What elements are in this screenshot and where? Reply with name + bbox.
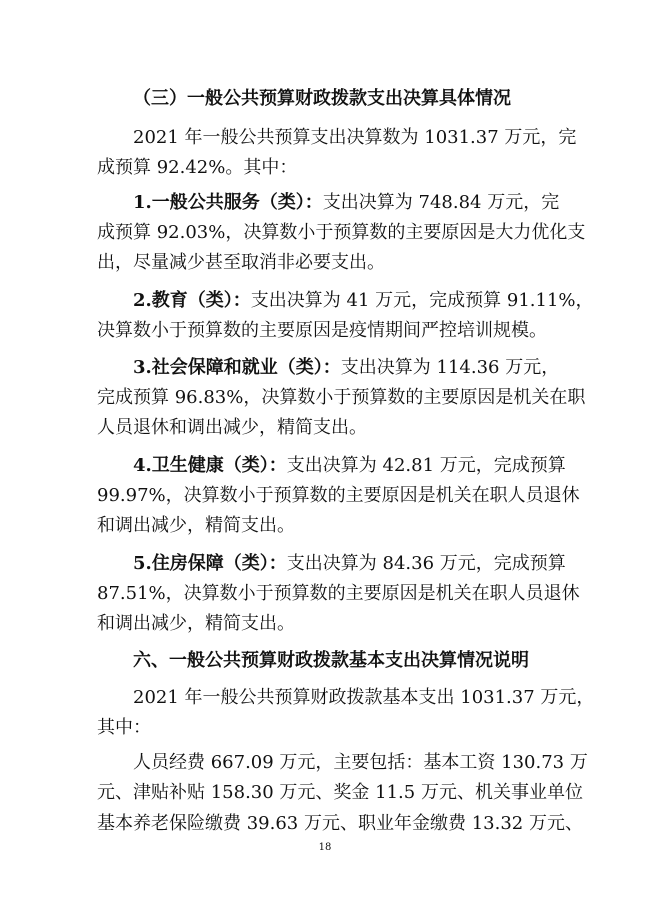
section-6-para-2-line-2: 元、津贴补贴 158.30 万元、奖金 11.5 万元、机关事业单位 — [97, 782, 583, 803]
section-6-heading: 六、一般公共预算财政拨款基本支出决算情况说明 — [133, 650, 529, 671]
item-4-title: 4.卫生健康（类）： — [133, 455, 287, 476]
item-5-line-2: 87.51%，决算数小于预算数的主要原因是机关在职人员退休 — [97, 583, 580, 604]
item-1-title: 1.一般公共服务（类）： — [133, 192, 323, 213]
item-1-line-2: 成预算 92.03%，决算数小于预算数的主要原因是大力优化支 — [97, 222, 586, 243]
item-1-text: 支出决算为 748.84 万元，完 — [322, 192, 560, 213]
item-2-text: 支出决算为 41 万元，完成预算 91.11%， — [250, 290, 594, 311]
summary-line-2: 成预算 92.42%。其中： — [97, 157, 298, 178]
item-2-line-1 — [133, 288, 594, 314]
item-3-line-2: 完成预算 96.83%，决算数小于预算数的主要原因是机关在职 — [97, 387, 586, 408]
item-1-line-1 — [133, 190, 559, 216]
section-heading: （三）一般公共预算财政拨款支出决算具体情况 — [133, 88, 511, 109]
item-5-title: 5.住房保障（类）： — [133, 553, 287, 574]
item-5-text: 支出决算为 84.36 万元，完成预算 — [286, 553, 566, 574]
summary-line-1: 2021 年一般公共预算支出决算数为 1031.37 万元，完 — [133, 127, 577, 148]
item-3-text: 支出决算为 114.36 万元， — [340, 357, 560, 378]
item-4-line-3: 和调出减少，精简支出。 — [97, 515, 295, 536]
item-4-line-1 — [133, 453, 566, 479]
item-2-line-2: 决算数小于预算数的主要原因是疫情期间严控培训规模。 — [97, 320, 547, 341]
item-1-line-3: 出，尽量减少甚至取消非必要支出。 — [97, 252, 385, 273]
item-4-line-2: 99.97%，决算数小于预算数的主要原因是机关在职人员退休 — [97, 485, 580, 506]
section-6-para-2-line-3: 基本养老保险缴费 39.63 万元、职业年金缴费 13.32 万元、 — [97, 813, 583, 834]
section-6-para-1-line-2: 其中： — [97, 717, 151, 738]
item-2-title: 2.教育（类）： — [133, 290, 251, 311]
page-number: 18 — [318, 842, 332, 853]
section-6-para-1-line-1: 2021 年一般公共预算财政拨款基本支出 1031.37 万元， — [133, 687, 595, 708]
section-6-para-2-line-1: 人员经费 667.09 万元，主要包括：基本工资 130.73 万 — [133, 752, 588, 773]
item-3-line-3: 人员退休和调出减少，精简支出。 — [97, 417, 367, 438]
item-5-line-3: 和调出减少，精简支出。 — [97, 613, 295, 634]
item-3-line-1 — [133, 355, 559, 381]
item-3-title: 3.社会保障和就业（类）： — [133, 357, 341, 378]
item-5-line-1 — [133, 551, 566, 577]
item-4-text: 支出决算为 42.81 万元，完成预算 — [286, 455, 566, 476]
